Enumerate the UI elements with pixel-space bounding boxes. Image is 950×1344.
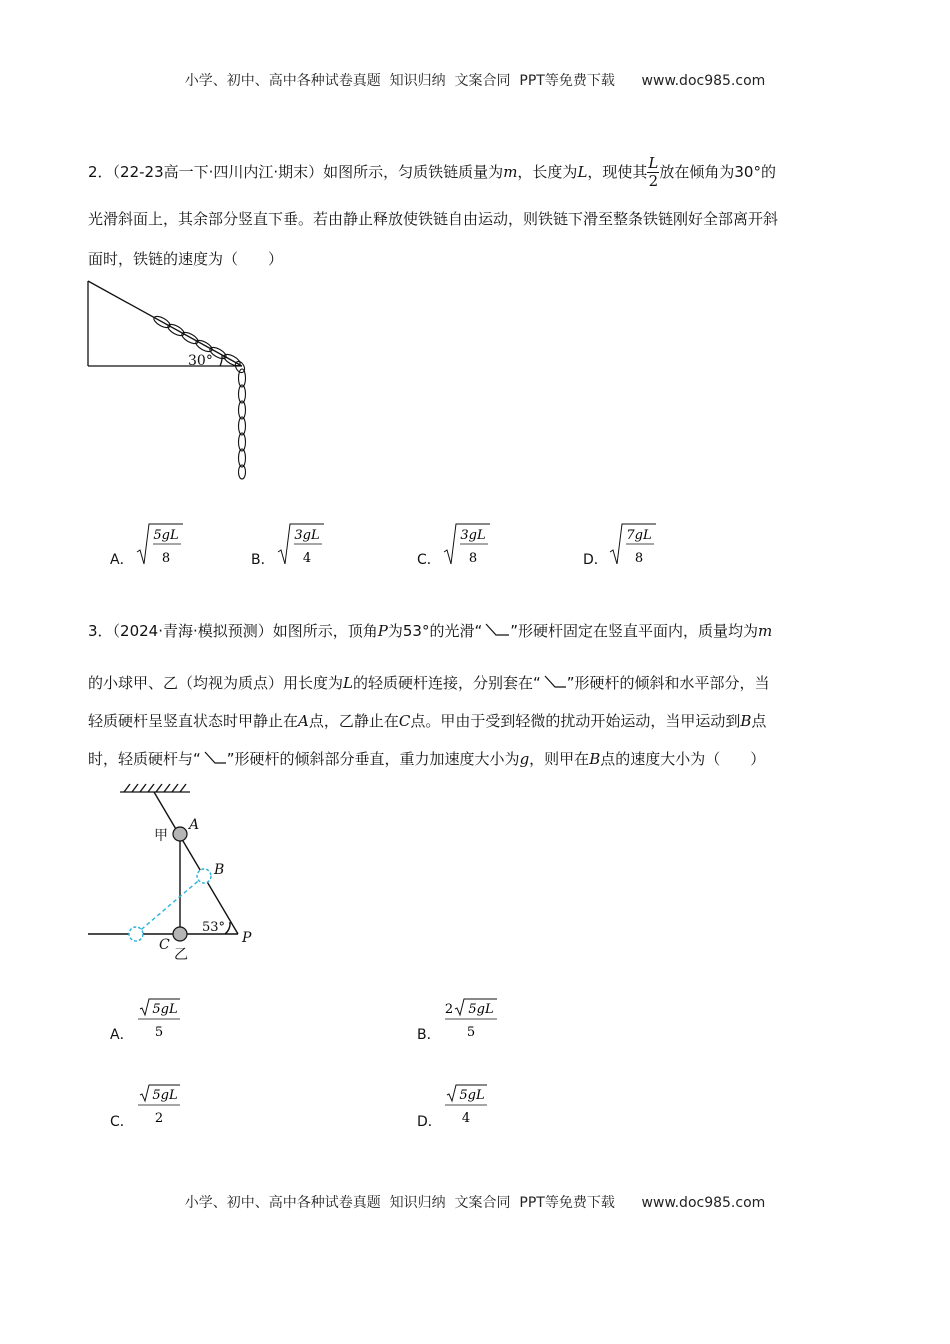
angle-arc [225, 922, 230, 934]
option-numerator: 3gL [294, 528, 320, 543]
q3-text: 的轻质硬杆连接，分别套在“ [352, 674, 541, 692]
q3-text: 点 [751, 712, 767, 730]
q3-option-a-label: A． [110, 1027, 134, 1043]
frac-denominator: 2 [648, 172, 659, 190]
option-denominator: 5 [466, 1025, 476, 1040]
angle-label: 53° [202, 920, 226, 935]
q3-line1 [88, 621, 868, 641]
q2-option-d-label: D． [583, 552, 608, 568]
q3-option-d-expr [441, 1081, 511, 1131]
incline-slope [88, 281, 242, 366]
q2-text: ，现使其 [587, 163, 648, 181]
option-numerator: 5gL [153, 528, 179, 543]
q3-text: 点，乙静止在 [308, 712, 399, 730]
q3-option-c-expr [134, 1081, 204, 1131]
option-radicand: 5gL [152, 1088, 178, 1103]
option-numerator: 3gL [460, 528, 486, 543]
q3-var-C: C [398, 712, 411, 730]
option-numerator: 7gL [626, 528, 652, 543]
q3-line2 [88, 673, 868, 693]
angle-arc [220, 355, 222, 366]
ball-yi-at-C [173, 927, 187, 941]
q3-var-B: B [740, 712, 752, 730]
frac-numerator: L [648, 154, 659, 172]
q3-line3 [88, 711, 868, 731]
label-B: B [214, 862, 225, 878]
q2-fraction-L-over-2 [647, 155, 659, 190]
q2-source: （22-23高一下·四川内江·期末） [112, 163, 324, 181]
ball-position-B [197, 869, 211, 883]
q3-option-b-label: B． [417, 1027, 441, 1043]
q2-var-m: m [503, 163, 518, 181]
q2-text: 放在倾角为30°的 [659, 163, 776, 181]
q3-var-B: B [589, 750, 601, 768]
q3-line4 [88, 749, 868, 769]
label-A: A [189, 817, 200, 833]
rod-shape-icon [201, 750, 227, 766]
option-denominator: 8 [634, 551, 644, 566]
q3-text: 点。甲由于受到轻微的扰动开始运动，当甲运动到 [410, 712, 741, 730]
q2-option-a-label: A． [110, 552, 134, 568]
angle-label: 30° [188, 353, 213, 369]
ball-position-dashed [129, 927, 143, 941]
inclined-rod [154, 792, 238, 934]
q3-text: ”形硬杆的倾斜部分垂直，重力加速度大小为 [226, 750, 520, 768]
rod-shape-icon [482, 622, 510, 638]
option-denominator: 2 [154, 1111, 164, 1126]
q2-text: ，长度为 [517, 163, 578, 181]
q3-option-c-label: C． [110, 1114, 134, 1130]
q3-option-a-expr [134, 995, 204, 1045]
option-denominator: 4 [302, 551, 312, 566]
q2-option-b-label: B． [251, 552, 275, 568]
q3-option-b-expr [441, 995, 511, 1045]
q2-var-L: L [577, 163, 588, 181]
option-denominator: 8 [161, 551, 171, 566]
q2-line3: 面时，铁链的速度为（ ） [88, 250, 284, 268]
label-yi: 乙 [174, 947, 188, 963]
rod-shape-icon [541, 674, 567, 690]
q2-option-c-label: C． [417, 552, 441, 568]
q3-text: 如图所示，顶角 [272, 622, 378, 640]
option-denominator: 5 [154, 1025, 164, 1040]
q3-figure-rod-system [80, 778, 280, 968]
option-denominator: 4 [461, 1111, 471, 1126]
q2-line2: 光滑斜面上，其余部分竖直下垂。若由静止释放使铁链自由运动，则铁链下滑至整条铁链刚好全部离开斜 [88, 210, 779, 228]
q3-text: 点的速度大小为（ ） [600, 750, 766, 768]
q3-var-A: A [298, 712, 309, 730]
option-radicand: 5gL [459, 1088, 485, 1103]
option-radicand: 5gL [468, 1002, 494, 1017]
q2-number: 2． [88, 163, 113, 181]
q2-text: 如图所示，匀质铁链质量为 [323, 163, 504, 181]
q2-option-b-expr [276, 520, 336, 570]
q3-option-d-label: D． [417, 1114, 442, 1130]
ball-jia-at-A [173, 827, 187, 841]
option-radicand: 5gL [152, 1002, 178, 1017]
option-coefficient: 2 [444, 1002, 454, 1017]
q3-text: 时，轻质硬杆与“ [88, 750, 201, 768]
light-rod-dashed-position [136, 876, 204, 934]
q3-text: ，则甲在 [529, 750, 590, 768]
label-P: P [242, 930, 252, 946]
page-header: 小学、初中、高中各种试卷真题 知识归纳 文案合同 PPT等免费下载 www.doc985.com [184, 73, 766, 89]
q3-var-m: m [758, 622, 773, 640]
q3-var-g: g [519, 750, 530, 768]
q3-var-P: P [377, 622, 388, 640]
q2-line1 [88, 155, 868, 190]
q3-text: 为53°的光滑“ [387, 622, 483, 640]
q3-text: 的小球甲、乙（均视为质点）用长度为 [88, 674, 344, 692]
q3-source: （2024·青海·模拟预测） [112, 622, 273, 640]
q2-option-a-expr [135, 520, 195, 570]
option-denominator: 8 [468, 551, 478, 566]
q2-option-d-expr [608, 520, 668, 570]
page-footer: 小学、初中、高中各种试卷真题 知识归纳 文案合同 PPT等免费下载 www.doc985.com [184, 1195, 766, 1211]
q3-text: ”形硬杆的倾斜和水平部分，当 [566, 674, 770, 692]
ceiling-support [120, 784, 190, 792]
q2-option-c-expr [442, 520, 502, 570]
q3-text: 轻质硬杆呈竖直状态时甲静止在 [88, 712, 299, 730]
q3-number: 3． [88, 622, 113, 640]
q3-text: ”形硬杆固定在竖直平面内，质量均为 [510, 622, 759, 640]
q3-var-L: L [343, 674, 353, 692]
label-jia: 甲 [154, 828, 168, 844]
label-C: C [159, 937, 170, 953]
q2-figure-chain-on-incline [80, 275, 280, 485]
chain-links-hanging [239, 369, 246, 479]
